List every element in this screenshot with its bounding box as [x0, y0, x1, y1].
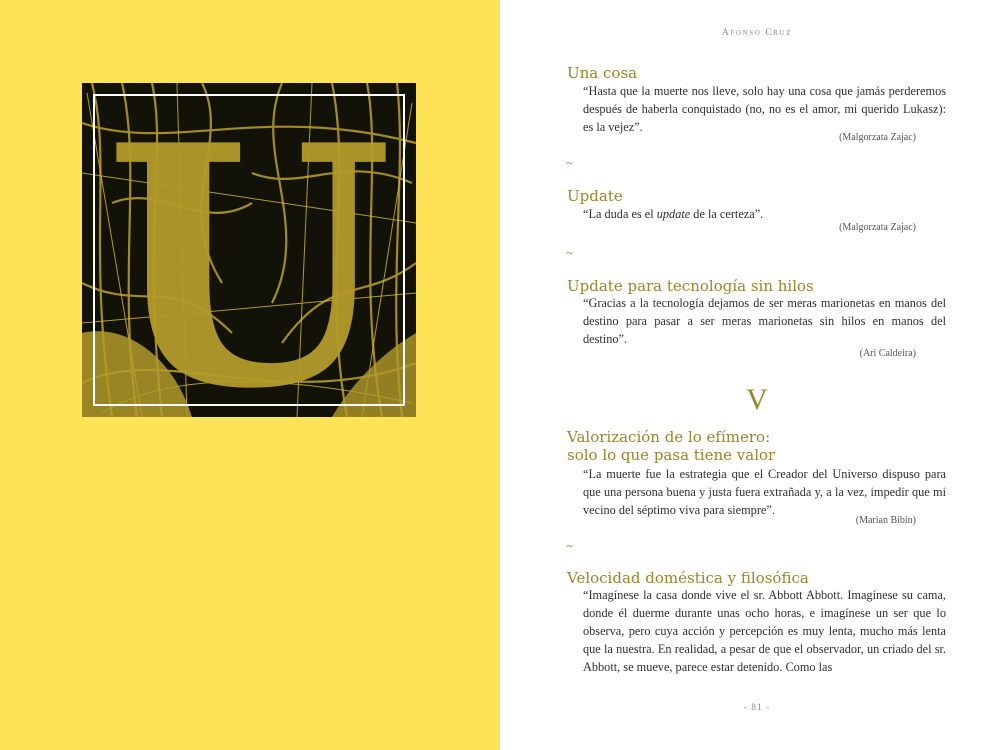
entry-quote-velocidad: “Imagínese la casa donde vive el sr. Abbott Abbott. Imagínese su cama, donde él duerme durante unas ocho horas, e imagínese un ser que lo observa, pero cuya acción y percepción es muy lenta, mucho más lenta que la nuestra. En realidad, a pesar de que el observador, un criado del sr. Abbott, se mueve, parece estar detenido. Como las	[583, 588, 946, 674]
entry-quote-una-cosa: “Hasta que la muerte nos lleve, solo hay una cosa que jamás perderemos después de haberla conquistado (no, no es el amor, mi querido Lukasz): es la vejez”.	[583, 84, 946, 134]
running-head-author: Afonso Cruz	[721, 28, 793, 38]
entry-author-update: (Malgorzata Zajac)	[839, 222, 916, 233]
entry-quote-update	[583, 205, 946, 223]
decorative-initial-illustration	[82, 73, 416, 461]
entry-title-line: solo lo que pasa tiene valor	[567, 446, 776, 464]
section-letter-v: V	[746, 383, 768, 416]
page-number: - 81 -	[743, 703, 771, 713]
entry-quote-update-sin-hilos: “Gracias a la tecnología dejamos de ser meras marionetas en manos del destino para pasar a ser meras marionetas sin hilos en manos del destino”.	[583, 296, 946, 346]
quote-emphasis: update	[656, 207, 691, 221]
entry-separator: ~	[566, 538, 574, 553]
entry-author-update-sin-hilos: (Ari Caldeira)	[859, 348, 916, 359]
initial-letter-u: U	[105, 73, 393, 461]
quote-text: “La duda es el	[583, 207, 657, 221]
entry-author-una-cosa: (Malgorzata Zajac)	[839, 132, 916, 143]
entry-title-valorizacion	[567, 428, 775, 464]
entry-separator: ~	[566, 245, 574, 260]
entry-separator: ~	[566, 155, 574, 170]
entry-title-update: Update	[567, 187, 623, 205]
entry-title-velocidad: Velocidad doméstica y filosófica	[567, 569, 809, 587]
entry-author-valorizacion: (Marian Bibin)	[855, 515, 916, 526]
entry-title-update-sin-hilos: Update para tecnología sin hilos	[567, 277, 814, 295]
entry-quote-valorizacion: “La muerte fue la estrategia que el Creador del Universo dispuso para que una persona buena y justa fuera extrañada y, a la vez, impedir que mi vecino del séptimo viva para siempre”.	[583, 467, 946, 517]
quote-text: de la certeza”.	[690, 207, 764, 221]
entry-title-una-cosa: Una cosa	[567, 64, 638, 82]
entry-title-line: Valorización de lo efímero:	[567, 428, 771, 446]
